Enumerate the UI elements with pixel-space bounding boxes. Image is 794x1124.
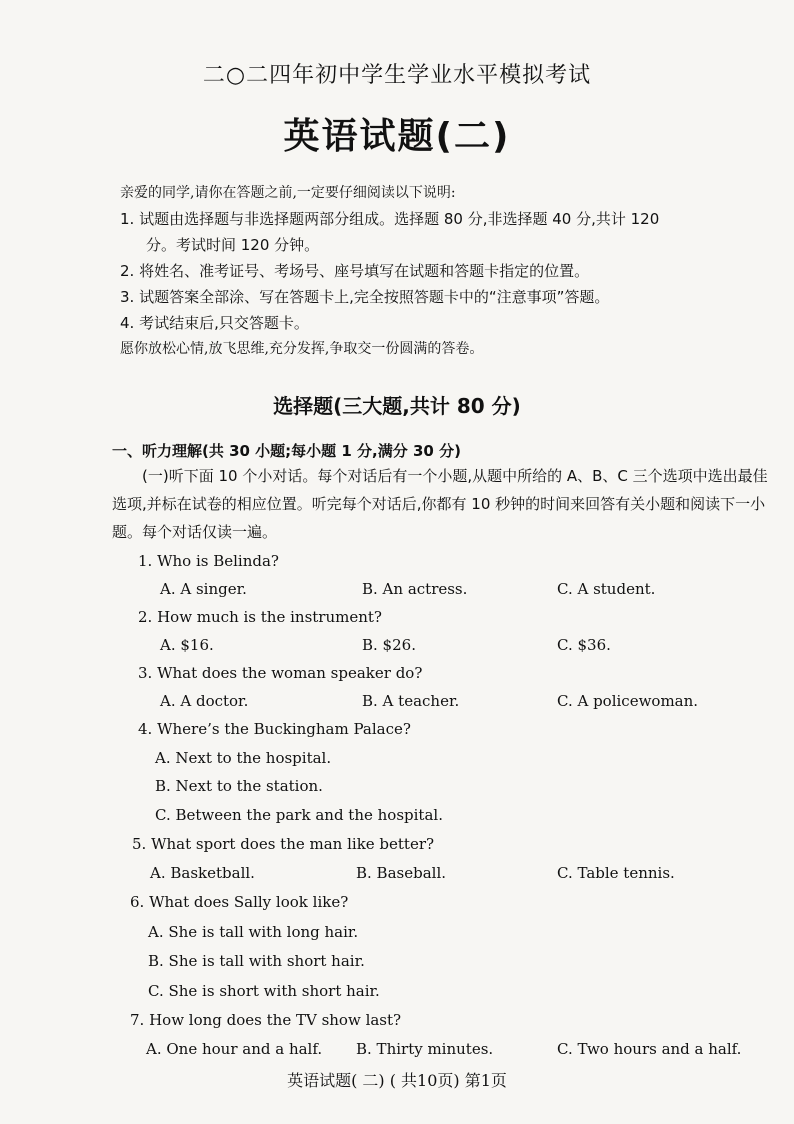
question-7: 7. How long does the TV show last? [130, 1011, 402, 1029]
part-description: (一)听下面 10 个小对话。每个对话后有一个小题,从题中所给的 A、B、C 三个选项中选出最佳选项,并标在试卷的相应位置。听完每个对话后,你都有 10 秒钟的时间来回答有关小题和阅读下一小题。每个对话仅读一遍。 [112, 467, 768, 541]
q5-option-a: A. Basketball. [150, 864, 255, 882]
q3-option-b: B. A teacher. [362, 692, 460, 710]
subject-title: 英语试题(二) [283, 116, 511, 157]
q7-option-b: B. Thirty minutes. [356, 1040, 494, 1058]
question-2: 2. How much is the instrument? [138, 608, 382, 626]
q1-option-a: A. A singer. [160, 580, 247, 598]
question-5: 5. What sport does the man like better? [132, 835, 435, 853]
q1-option-c: C. A student. [557, 580, 656, 598]
q6-option-c: C. She is short with short hair. [148, 982, 380, 1000]
q4-option-b: B. Next to the station. [155, 777, 323, 795]
question-4: 4. Where’s the Buckingham Palace? [138, 720, 411, 738]
part-title: 一、听力理解(共 30 小题;每小题 1 分,满分 30 分) [112, 442, 461, 460]
q3-option-a: A. A doctor. [160, 692, 249, 710]
instruction-item-4: 4. 考试结束后,只交答题卡。 [120, 314, 309, 332]
q1-option-b: B. An actress. [362, 580, 468, 598]
q4-option-a: A. Next to the hospital. [155, 749, 332, 767]
q6-option-b: B. She is tall with short hair. [148, 952, 365, 970]
q7-option-a: A. One hour and a half. [146, 1040, 323, 1058]
instructions-intro: 亲爱的同学,请你在答题之前,一定要仔细阅读以下说明: [120, 185, 456, 201]
instruction-item-2: 2. 将姓名、准考证号、考场号、座号填写在试题和答题卡指定的位置。 [120, 262, 590, 280]
q4-option-c: C. Between the park and the hospital. [155, 806, 443, 824]
q6-option-a: A. She is tall with long hair. [148, 923, 359, 941]
question-3: 3. What does the woman speaker do? [138, 664, 423, 682]
q2-option-c: C. $36. [557, 636, 611, 654]
instructions [120, 180, 780, 362]
instruction-item-3: 3. 试题答案全部涂、写在答题卡上,完全按照答题卡中的“注意事项”答题。 [120, 288, 610, 306]
instructions-outro: 愿你放松心情,放飞思维,充分发挥,争取交一份圆满的答卷。 [120, 341, 484, 357]
q2-option-b: B. $26. [362, 636, 416, 654]
q5-option-b: B. Baseball. [356, 864, 447, 882]
q3-option-c: C. A policewoman. [557, 692, 699, 710]
instruction-item-1: 1. 试题由选择题与非选择题两部分组成。选择题 80 分,非选择题 40 分,共计 120 [120, 210, 660, 228]
question-1: 1. Who is Belinda? [138, 552, 279, 570]
exam-title: 二○二四年初中学生学业水平模拟考试 [202, 63, 592, 88]
question-6: 6. What does Sally look like? [130, 893, 349, 911]
q7-option-c: C. Two hours and a half. [557, 1040, 742, 1058]
section-title: 选择题(三大题,共计 80 分) [273, 394, 521, 418]
q5-option-c: C. Table tennis. [557, 864, 675, 882]
page-footer: 英语试题( 二) ( 共10页) 第1页 [287, 1071, 507, 1090]
instruction-item-1-cont: 分。考试时间 120 分钟。 [146, 236, 320, 254]
q2-option-a: A. $16. [160, 636, 214, 654]
